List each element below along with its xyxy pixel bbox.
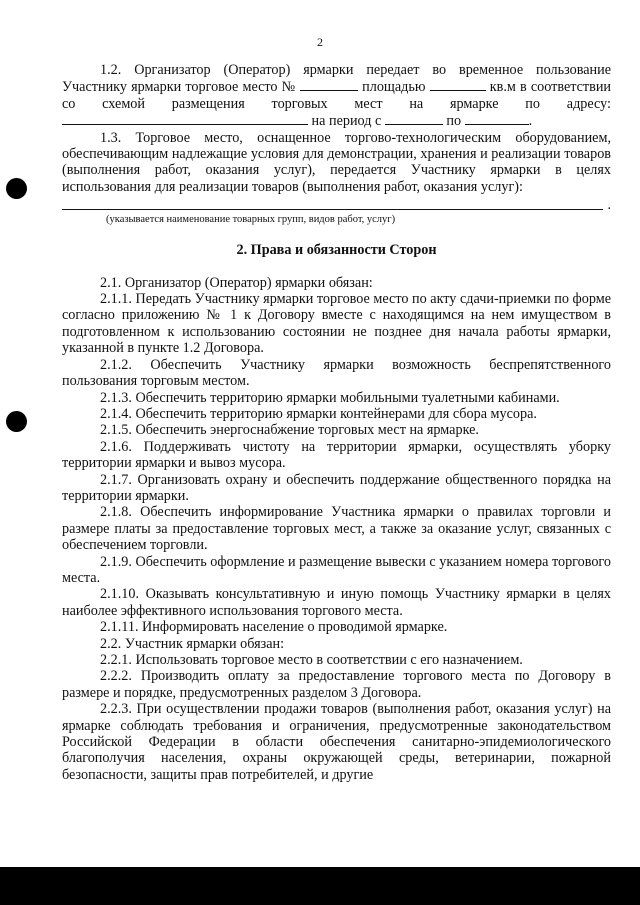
clause-paragraph: 2.1.11. Информировать население о проводимой ярмарке. <box>100 619 448 636</box>
date-to-blank <box>465 112 529 125</box>
goods-line: . <box>62 195 611 213</box>
scan-bottom-edge <box>0 867 640 905</box>
clause-paragraph: 2.1.9. Обеспечить оформление и размещение вывески с указанием номера торгового места. <box>62 553 611 586</box>
clause-paragraph: 2.1.4. Обеспечить территорию ярмарки контейнерами для сбора мусора. <box>100 405 537 422</box>
goods-note: (указывается наименование товарных групп, видов работ, услуг) <box>106 214 396 226</box>
document-body <box>62 62 611 783</box>
clause-paragraph: 2.1.3. Обеспечить территорию ярмарки мобильными туалетными кабинами. <box>100 389 560 406</box>
clause-paragraph: 2.1.8. Обеспечить информирование Участника ярмарки о правилах торговли и размере платы за предоставление торговых мест, а также за оказание услуг, связанных с обеспечением торговли. <box>62 504 611 554</box>
goods-blank <box>62 195 603 210</box>
place-number-blank <box>300 78 358 91</box>
date-from-blank <box>385 112 443 125</box>
clause-paragraph: 2.2. Участник ярмарки обязан: <box>100 635 285 652</box>
address-blank <box>62 112 308 125</box>
binder-hole-bottom <box>6 411 27 432</box>
clause-paragraph: 2.2.3. При осуществлении продажи товаров (выполнения работ, оказания услуг) на ярмарке соблюдать требования и ограничения, предусмотренные законодательством Российской Федерации в области обеспечения санитарно-эпидемиологического благополучия населения, охраны окружающей среды, ветеринарии, пожарной безопасности, защиты прав потребителей, и другие <box>62 701 611 783</box>
clause-paragraph: 2.2.1. Использовать торговое место в соответствии с его назначением. <box>100 652 523 668</box>
clause-1-2: 1.2. Организатор (Оператор) ярмарки передает во временное пользование Участнику ярмарки торговое место № площадью кв.м в соответствии со схемой размещения торговых мест на ярмарке по адресу: на период с по . <box>62 62 612 130</box>
clause-paragraph: 2.1.1. Передать Участнику ярмарки торговое место по акту сдачи-приемки по форме согласно приложению № 1 к Договору вместе с находящимся на нем имуществом в подготовленном к использованию состоянии не позднее дня начала работы ярмарки, указанной в пункте 1.2 Договора. <box>62 291 611 357</box>
clause-paragraph: 2.1.6. Поддерживать чистоту на территории ярмарки, осуществлять уборку территории ярмарки и вывоз мусора. <box>62 438 611 472</box>
clause-paragraph: 2.2.2. Производить оплату за предоставление торгового места по Договору в размере и порядке, предусмотренных разделом 3 Договора. <box>62 668 611 701</box>
clause-paragraph: 2.1.10. Оказывать консультативную и иную помощь Участнику ярмарки в целях наиболее эффективного использования торгового места. <box>62 586 611 619</box>
clause-paragraph: 2.1.7. Организовать охрану и обеспечить поддержание общественного порядка на территории ярмарки. <box>62 471 611 504</box>
area-blank <box>430 78 486 91</box>
clause-paragraph: 2.1.5. Обеспечить энергоснабжение торговых мест на ярмарке. <box>100 422 479 439</box>
page-number: 2 <box>317 35 323 49</box>
clause-paragraph: 2.1.2. Обеспечить Участнику ярмарки возможность беспрепятственного пользования торговым местом. <box>62 356 611 390</box>
clause-paragraph: 2.1. Организатор (Оператор) ярмарки обязан: <box>100 274 373 291</box>
section-heading: 2. Права и обязанности Сторон <box>236 242 437 259</box>
binder-hole-top <box>6 178 27 199</box>
clause-1-3: 1.3. Торговое место, оснащенное торгово-технологическим оборудованием, обеспечивающим надлежащие условия для демонстрации, хранения и реализации товаров (выполнения работ, оказания услуг), передается Участнику ярмарки в целях использования для реализации товаров (выполнения работ, оказания услуг): <box>62 129 611 195</box>
